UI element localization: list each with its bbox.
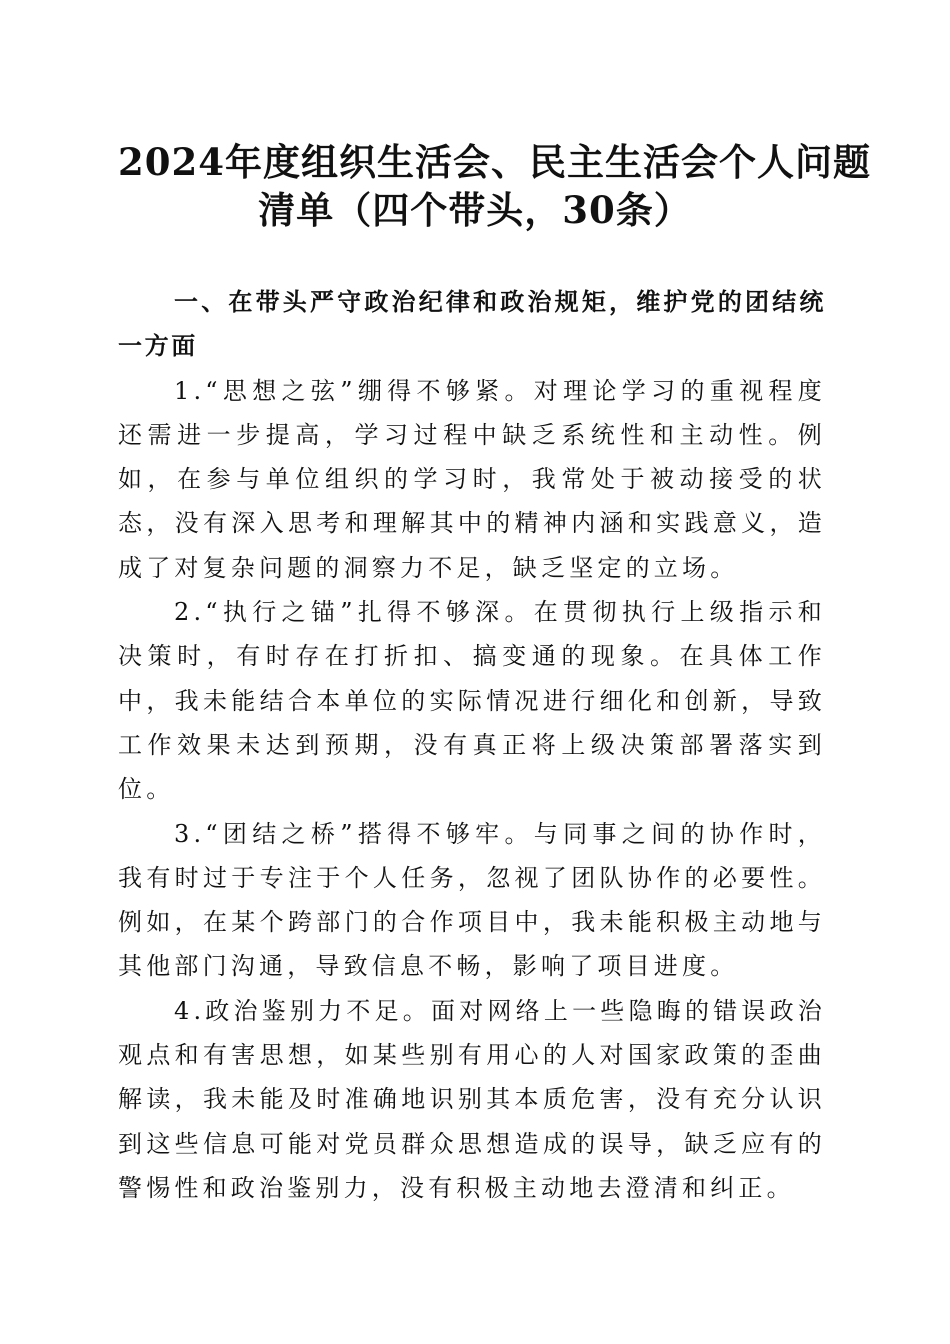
paragraph-item-4: 4.政治鉴别力不足。面对网络上一些隐晦的错误政治观点和有害思想，如某些别有用心的人对国家政策的歪曲解读，我未能及时准确地识别其本质危害，没有充分认识到这些信息可能对党员群众思想造成的误导，缺乏应有的警惕性和政治鉴别力，没有积极主动地去澄清和纠正。 [118,996,826,1202]
paragraph-item-1: 1.“思想之弦”绷得不够紧。对理论学习的重视程度还需进一步提高，学习过程中缺乏系统性和主动性。例如，在参与单位组织的学习时，我常处于被动接受的状态，没有深入思考和理解其中的精神内涵和实践意义，造成了对复杂问题的洞察力不足，缺乏坚定的立场。 [118,376,826,582]
section-heading: 一、在带头严守政治纪律和政治规矩，维护党的团结统一方面 [118,288,826,361]
document-title [118,138,871,234]
paragraph-item-2: 2.“执行之锚”扎得不够深。在贯彻执行上级指示和决策时，有时存在打折扣、搞变通的现象。在具体工作中，我未能结合本单位的实际情况进行细化和创新，导致工作效果未达到预期，没有真正将上级决策部署落实到位。 [118,598,826,804]
title-line-2: 清单（四个带头，30条） [258,188,692,232]
paragraph-item-3: 3.“团结之桥”搭得不够牢。与同事之间的协作时，我有时过于专注于个人任务，忽视了团队协作的必要性。例如，在某个跨部门的合作项目中，我未能积极主动地与其他部门沟通，导致信息不畅，影响了项目进度。 [118,819,826,981]
title-line-1: 2024年度组织生活会、民主生活会个人问题 [118,140,871,184]
document-body [118,280,826,1210]
